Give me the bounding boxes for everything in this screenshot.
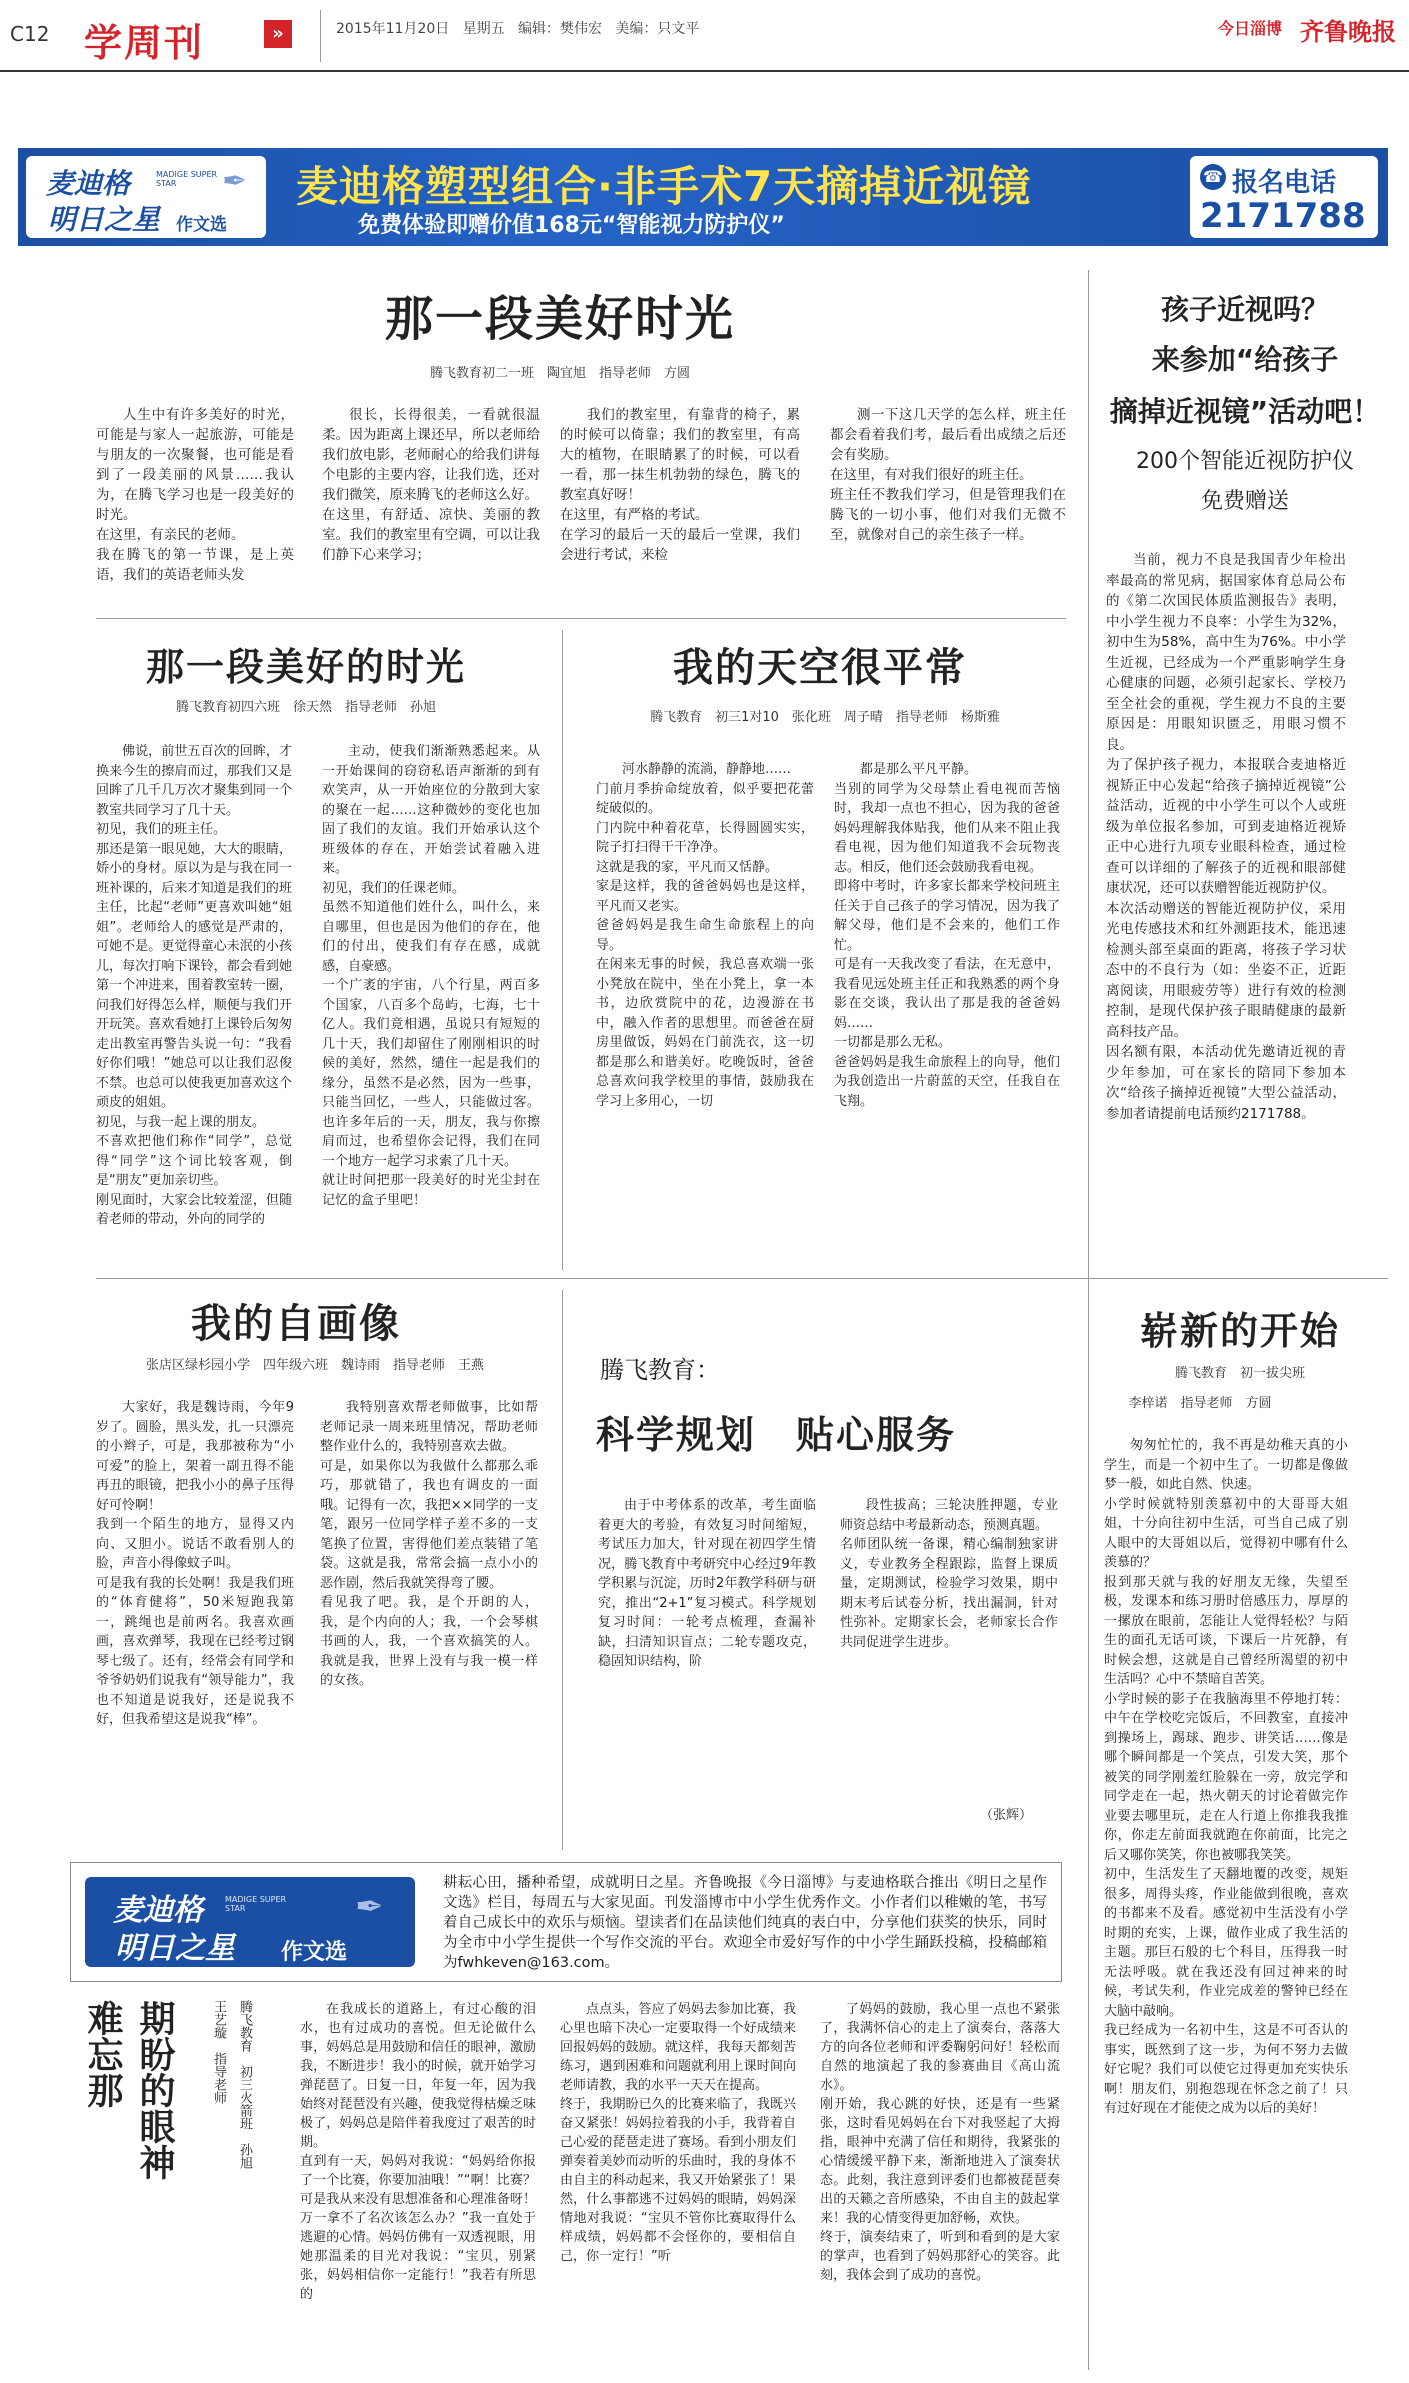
article5-title: 科学规划 贴心服务: [596, 1413, 957, 1457]
article5-col-1: 由于中考体系的改革，考生面临着更大的考验，有效复习时间缩短，考试压力加大，针对现在初四学生情况，腾飞教育中考研究中心经过9年教学积累与沉淀，历时2年教学科研与研究，推出“2+1”复习模式。科学规划复习时间：一轮考点梳理，查漏补缺，扫清知识盲点；二轮专题攻克，稳固知识结构，阶: [598, 1498, 816, 1669]
article3-byline: 腾飞教育 初三1对10 张化班 周子晴 指导老师 杨斯雅: [650, 710, 1000, 725]
article4-col-1: 大家好，我是魏诗雨，今年9岁了。圆脸，黑头发，扎一只漂亮的小辫子，可是，我那被称为“小可爱”的脸上，架着一副丑得不能再丑的眼镜，把我小小的鼻子压得好可怜啊！ 我到一个陌生的地方，显得又内向、又胆小。说话不敢看别人的脸，声音小得像蚊子叫。 可是我有我的长处啊！我是我们班的“体育健将”，50米短跑我第一，跳绳也是前两名。我喜欢画画，喜欢弹琴，我现在已经考过钢琴七级了。还有，经常会有同学和爷爷奶奶们说我有“领导能力”，我也不知道是说我好，还是说我不好，但我希望这是说我“棒”。: [96, 1400, 294, 1727]
brand-right: 齐鲁晚报: [1300, 17, 1396, 46]
banner-logo: [26, 156, 266, 238]
article7-title-b: 期盼的眼神: [134, 2000, 175, 2180]
header-rule: [0, 70, 1409, 72]
header-weekday: 星期五: [462, 21, 505, 37]
sidebar-title-2: 来参加“给孩子: [1151, 343, 1339, 376]
promo-box: [70, 1862, 1062, 1982]
article5-pre: 腾飞教育：: [600, 1356, 720, 1384]
page-header: [0, 0, 1409, 72]
banner-subline: 免费体验即赠价值168元“智能视力防护仪”: [358, 213, 785, 238]
sidebar-title-1: 孩子近视吗？: [1160, 293, 1329, 326]
article1-title: 那一段美好时光: [384, 291, 735, 347]
article1-col-1: 人生中有许多美好的时光，可能是与家人一起旅游，可能是与朋友的一次聚餐，也可能是看到了一段美丽的风景……我认为，在腾飞学习也是一段美好的时光。 在这里，有亲民的老师。 我在腾飞的第一节课，是上英语，我们的英语老师头发: [96, 407, 294, 583]
divider: [1088, 1290, 1089, 2370]
section-title: 学周刊: [84, 21, 205, 65]
article2-col-1: 佛说，前世五百次的回眸，才换来今生的擦肩而过，那我们又是回眸了几千几万次才聚集到同一个教室共同学习了几十天。 初见，我们的班主任。 那还是第一眼见她，大大的眼睛，娇小的身材。原以为是与我在同一班补课的，后来才知道是我们的班主任，比起“老师”更喜欢叫她“姐姐”。老师给人的感觉是严肃的，可她不是。更觉得童心未泯的小孩儿，每次打响下课铃，都会看到她第一个冲进来，围着教室转一圈，问我们好得怎么样，顺便与我们开开玩笑。喜欢看她打上课铃后匆匆走出教室再警告头说一句：“我看好你们哦！”她总可以让我们忍俊不禁。也总可以使我更加喜欢这个顽皮的姐姐。 初见，与我一起上课的朋友。 不喜欢把他们称作“同学”，总觉得“同学”这个词比较客观，倒是“朋友”更加亲切些。 刚见面时，大家会比较羞涩，但随着老师的带动，外向的同学的: [96, 744, 292, 1227]
banner-logo-en: MADIGE SUPER STAR: [156, 170, 218, 188]
sidebar-sub-2: 免费赠送: [1200, 489, 1289, 514]
brand-left: 今日淄博: [1218, 19, 1283, 38]
article2-title: 那一段美好的时光: [145, 645, 466, 689]
article4-col-2: 我特别喜欢帮老师做事，比如帮老师记录一周来班里情况，帮助老师整作业什么的，我特别喜欢去做。 可是，如果你以为我做什么都那么乖巧，那就错了，我也有调皮的一面哦。记得有一次，我把××同学的一支笔，跟另一位同学样子差不多的一支笔换了位置，害得他们差点装错了笔袋。这就是我，常常会搞一点小小的恶作剧，然后我就笑得弯了腰。 看见我了吧。我，是个开朗的人，我，是个内向的人；我，一个会琴棋书画的人，我，一个喜欢搞笑的人。我就是我，世界上没有与我一模一样的女孩。: [320, 1400, 538, 1688]
article3-col-2: 都是那么平凡平静。 当别的同学为父母禁止看电视而苦恼时，我却一点也不担心，因为我的爸爸妈妈理解我体贴我，他们从来不阻止我看电视，因为他们知道我不会玩物丧志。相反，他们还会鼓励我看电视。 即将中考时，许多家长都来学校问班主任关于自己孩子的学习情况，因为我了解父母，他们是不会来的，他们工作忙。 可是有一天我改变了看法，在无意中，我看见远处班主任正和我熟悉的两个身影在交谈，我认出了那是我的爸爸妈妈…… 一切都是那么无私。 爸爸妈妈是我生命旅程上的向导，他们为我创造出一片蔚蓝的天空，任我自在飞翔。: [834, 762, 1060, 1109]
article6-title: 崭新的开始: [1139, 1309, 1340, 1353]
article7-byline-b: 腾飞教育 初三火箭班 孙旭: [237, 2000, 252, 2169]
header-editor: 编辑：樊伟宏: [517, 21, 602, 37]
header-designer: 美编：只文平: [615, 21, 700, 37]
banner-headline: 麦迪格塑型组合·非手术7天摘掉近视镜: [296, 162, 1032, 211]
divider: [562, 1290, 563, 1850]
sidebar-body: 当前，视力不良是我国青少年检出率最高的常见病，据国家体育总局公布的《第二次国民体质监测报告》表明，中小学生视力不良率：小学生为32%，初中生为58%，高中生为76%。中小学生近视，已经成为一个严重影响学生身心健康的问题，必须引起家长、学校乃至全社会的重视，学生视力不良的主要原因是：用眼知识匮乏，用眼习惯不良。 为了保护孩子视力，本报联合麦迪格近视矫正中心发起“给孩子摘掉近视镜”公益活动，近视的中小学生可以个人或班级为单位报名参加，可到麦迪格近视矫正中心进行九项专业眼科检查，通过检查可以详细的了解孩子的近视和眼部健康状况，还可以获赠智能近视防护仪。 本次活动赠送的智能近视防护仪，采用光电传感技术和红外测距技术，能迅速检测头部至桌面的距离，将孩子学习状态中的不良行为（如：坐姿不正，近距离阅读，用眼疲劳等）进行有效的检测控制，是现代保护孩子眼睛健康的最新高科技产品。 因名额有限，本活动优先邀请近视的青少年参加，可在家长的陪同下参加本次“给孩子摘掉近视镜”大型公益活动，参加者请提前电话预约2171788。: [1106, 552, 1346, 1122]
article3-title: 我的天空很平常: [673, 645, 967, 691]
divider: [562, 630, 563, 1270]
phone-icon: ☎: [1200, 164, 1226, 190]
header-divider: [320, 10, 321, 62]
article6-byline-1: 腾飞教育 初一拔尖班: [1174, 1366, 1305, 1381]
promo-logo-tag: 作文选: [281, 1940, 348, 1965]
divider: [1088, 270, 1089, 1310]
promo-logo-main: 麦迪格: [113, 1893, 203, 1928]
banner-logo-sub: 明日之星: [48, 203, 161, 236]
article2-col-2: 主动，使我们渐渐熟悉起来。从一开始课间的窃窃私语声渐渐的到有欢笑声，从一开始座位的分散到大家的聚在一起……这种微妙的变化也加固了我们的友谊。我们开始承认这个班级体的存在，开始尝试着融入进来。 初见，我们的任课老师。 虽然不知道他们姓什么，叫什么，来自哪里，但也是因为他们的存在，他们的付出，使我们有存在感，成就感，自豪感。 一个广袤的宇宙，八个行星，两百多个国家，八百多个岛屿，七海，七十亿人。我们竟相遇，虽说只有短短的几十天，我们却留住了刚刚相识的时候的美好，然然，缱住一起是我们的缘分，虽然不是必然，因为一些事，只能当回忆，一些人，只能做过客。也许多年后的一天，朋友，我与你擦肩而过，也希望你会记得，我们在同一个地方一起学习求索了几十天。 就让时间把那一段美好的时光尘封在记忆的盒子里吧！: [322, 744, 540, 1208]
article2-byline: 腾飞教育初四六班 徐天然 指导老师 孙旭: [175, 700, 436, 715]
promo-logo-sub: 明日之星: [115, 1931, 235, 1966]
promo-logo-en: MADIGE SUPER STAR: [225, 1895, 287, 1913]
header-date: 2015年11月20日: [336, 21, 450, 37]
ad-banner: [18, 148, 1388, 246]
article5-col-2: 段性拔高；三轮决胜押题，专业师资总结中考最新动态，预测真题。 名师团队统一备课，精心编制独家讲义，专业教务全程跟踪，监督上课质量，定期测试，检验学习效果，期中期末考后试卷分析，找出漏洞，针对性弥补。定期家长会，老师家长合作共同促进学生进步。: [840, 1498, 1058, 1650]
article7-col-2: 点点头，答应了妈妈去参加比赛，我心里也暗下决心一定要取得一个好成绩来回报妈妈的鼓励。就这样，我每天都刻苦练习，遇到困难和问题就利用上课时间向老师请教，我的水平一天天在提高。 终于，我期盼已久的比赛来临了，我既兴奋又紧张！妈妈拉着我的小手，我背着自己心爱的琵琶走进了赛场。看到小朋友们弹奏着美妙而动听的乐曲时，我的身体不由自主的科动起来，我又开始紧张了！果然，什么事都逃不过妈妈的眼睛，妈妈深情地对我说：“宝贝不管你比赛取得什么样成绩，妈妈都不会怪你的，要相信自己，你一定行！”听: [560, 2002, 796, 2264]
article7-col-3: 了妈妈的鼓励，我心里一点也不紧张了，我满怀信心的走上了演奏台，落落大方的向各位老师和评委鞠躬问好！轻松而自然的地演起了我的参赛曲目《高山流水》。 刚开始，我心跳的好快，还是有一些紧张，这时看见妈妈在台下对我竖起了大拇指，眼神中充满了信任和期待，我紧张的心情缓缓平静下来，渐渐地进入了演奏状态。此刻，我注意到评委们也都被琵琶奏出的天籁之音所感染，不由自主的鼓起掌来！我的心情变得更加舒畅，欢快。 终于，演奏结束了，听到和看到的是大家的掌声，也看到了妈妈那舒心的笑容。此刻，我体会到了成功的喜悦。: [820, 2002, 1060, 2283]
article6-body: 匆匆忙忙的，我不再是幼稚天真的小学生，而是一个初中生了。一切都是像做梦一般，如此自然、快速。 小学时候就特别羡慕初中的大哥哥大姐姐，十分向往初中生活，可当自己成了别人眼中的大哥姐以后，觉得初中哪有什么羡慕的？ 报到那天就与我的好朋友无缘，失望至极，发课本和练习册时倍感压力，厚厚的一摞放在眼前，怎能让人觉得轻松？与陌生的面孔无话可谈，下课后一片死静，有时候会想，这就是自己曾经所渴望的初中生活吗？心中不禁暗自苦笑。 小学时候的影子在我脑海里不停地打转：中午在学校吃完饭后，不回教室，直接冲到操场上，踢球、跑步、讲笑话……像是哪个瞬间都是一个笑点，引发大笑，那个被笑的同学刚羞红脸躲在一旁，放完学和同学走在一起，热火朝天的讨论着做完作业要去哪里玩，走在人行道上你推我我推你，你走左前面我就跑在你前面，比完之后又哪你笑笑，你也被哪我笑笑。 初中，生活发生了天翻地覆的改变，规矩很多，周得头疼，作业能做到很晚，喜欢的书都来不及看。感觉初中生活没有小学时期的充实，上课，做作业成了我生活的主题。那巨石般的七个科目，压得我一时无法呼吸。就在我还没有回过神来的时候，考试失利，作业完成差的警钟已经在大脑中敲响。 我已经成为一名初中生，这是不可否认的事实，既然到了这一步，为何不努力去做好它呢？我们可以使它过得更加充实快乐啊！朋友们，别抱怨现在怀念之前了！只有过好现在才能使之成为以后的美好！: [1104, 1438, 1348, 2116]
promo-text: 耕耘心田，播种希望，成就明日之星。齐鲁晚报《今日淄博》与麦迪格联合推出《明日之星作文选》栏目，每周五与大家见面。刊发淄博市中小学生优秀作文。小作者们以稚嫩的笔，书写着自己成长中的欢乐与烦恼。望读者们在品读他们纯真的表白中，分享他们获奖的快乐，同时为全市中小学生提供一个写作交流的平台。欢迎全市爱好写作的中小学生踊跃投稿，投稿邮箱为fwhkeven@163.com。: [443, 1875, 1047, 1971]
article4-byline: 张店区绿杉园小学 四年级六班 魏诗雨 指导老师 王燕: [145, 1358, 484, 1373]
promo-logo: [85, 1877, 415, 1967]
banner-phone-box: [1190, 156, 1378, 238]
article1-col-4: 测一下这几天学的怎么样，班主任都会看着我们考，最后看出成绩之后还会有奖励。 在这里，有对我们很好的班主任。 班主任不教我们学习，但是管理我们在腾飞的一切小事，他们对我们无微不至，就像对自己的亲生孩子一样。: [830, 407, 1066, 543]
article4-title: 我的自画像: [191, 1301, 401, 1347]
sidebar-title-3: 摘掉近视镜”活动吧！: [1109, 395, 1381, 428]
article7-title-a: 难忘那: [82, 2000, 123, 2108]
section-arrow-icon: »: [264, 20, 292, 48]
banner-logo-tag: 作文选: [176, 215, 227, 235]
article1-col-2: 很长，长得很美，一看就很温柔。因为距离上课还早，所以老师给我们放电影，老师耐心的给我们讲每个电影的主要内容，让我们选，还对我们微笑，原来腾飞的老师这么好。 在这里，有舒适、凉快、美丽的教室。我们的教室里有空调，可以让我们静下心来学习；: [322, 407, 540, 563]
header-meta: [336, 18, 699, 38]
page-number: C12: [10, 22, 50, 46]
banner-phone-label: 报名电话: [1232, 168, 1337, 198]
divider: [96, 1278, 1388, 1279]
article5-author: （张辉）: [980, 1808, 1033, 1823]
sidebar-sub-1: 200个智能近视防护仪: [1136, 449, 1354, 474]
article6-byline-2: 李梓诺 指导老师 方圆: [1128, 1396, 1272, 1411]
article7-col-1: 在我成长的道路上，有过心酸的泪水，也有过成功的喜悦。但无论做什么事，妈妈总是用鼓励和信任的眼神，激励我，不断进步！我小的时候，就开始学习弹琵琶了。日复一日，年复一年，因为我始终对琵琶没有兴趣，使我觉得枯燥乏味极了，妈妈总是陪伴着我度过了艰苦的时期。 直到有一天，妈妈对我说：“妈妈给你报了一个比赛，你要加油哦！”“啊！比赛？可是我从来没有思想准备和心理准备呀！万一拿不了名次该怎么办？”我一直处于逃避的心情。妈妈仿佛有一双透视眼，用她那温柔的目光对我说：“宝贝，别紧张，妈妈相信你一定能行！”我若有所思的: [300, 2002, 536, 2302]
feather-icon: ✒: [222, 164, 248, 199]
article1-col-3: 我们的教室里，有靠背的椅子，累的时候可以倚靠；我们的教室里，有高大的植物，在眼睛累了的时候，可以看一看，那一抹生机勃勃的绿色，腾飞的教室真好呀！ 在这里，有严格的考试。 在学习的最后一天的最后一堂课，我们会进行考试，来检: [560, 407, 800, 563]
article3-col-1: 河水静静的流淌，静静地…… 门前月季拚命绽放着，似乎要把花蕾绽破似的。 门内院中种着花草，长得圆圆实实，院子打扫得干干净净。 这就是我的家，平凡而又恬静。 家是这样，我的爸爸妈妈也是这样，平凡而又老实。 爸爸妈妈是我生命生命旅程上的向导。 在闲来无事的时候，我总喜欢端一张小凳放在院中，坐在小凳上，拿一本书，边欣赏院中的花，边漫游在书中，融入作者的思想里。而爸爸在厨房里做饭，妈妈在门前洗衣，这一切都是那么和谐美好。吃晚饭时，爸爸总喜欢问我学校里的事情，鼓励我在学习上多用心，一切: [596, 762, 814, 1109]
article7-byline-a: 王艺璇 指导老师: [211, 2000, 226, 2104]
article1-byline: 腾飞教育初二一班 陶宜旭 指导老师 方圆: [429, 366, 690, 381]
banner-phone-number: 2171788: [1200, 196, 1366, 236]
banner-logo-main: 麦迪格: [46, 167, 131, 200]
divider: [96, 618, 1066, 619]
feather-icon: ✒: [355, 1887, 384, 1927]
